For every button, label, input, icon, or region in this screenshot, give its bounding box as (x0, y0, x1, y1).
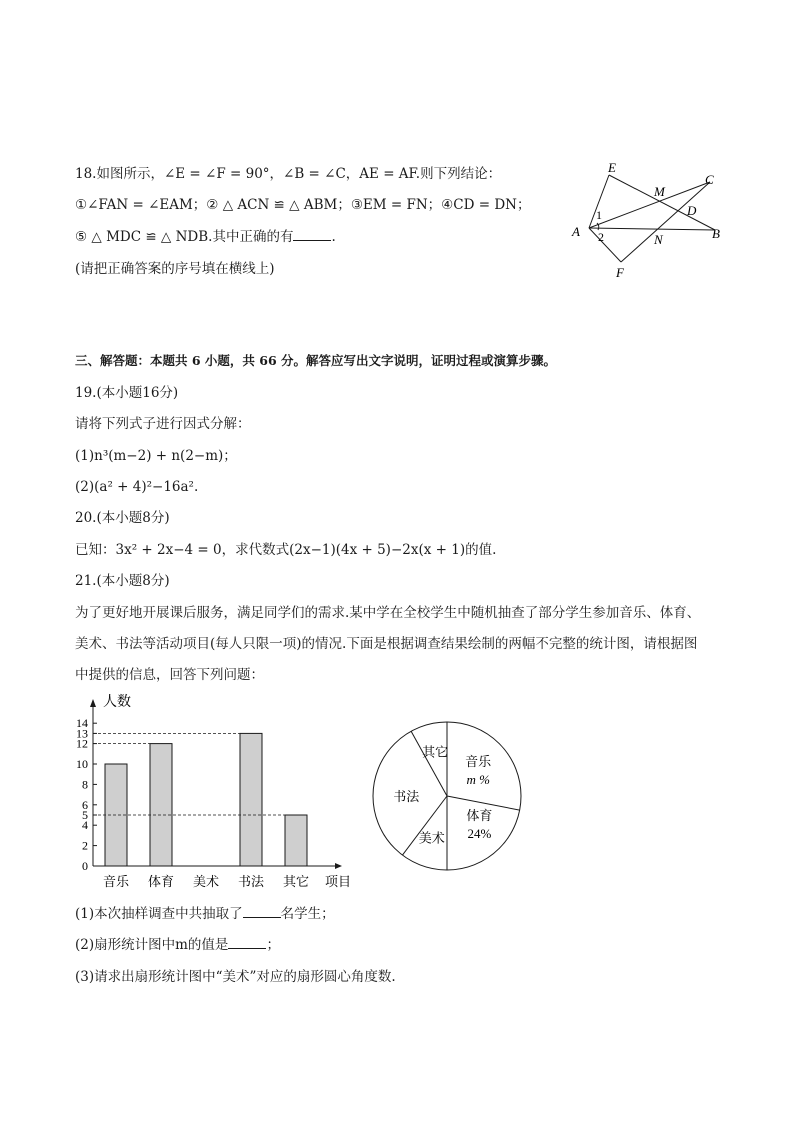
x-tick-label: 音乐 (102, 874, 130, 889)
q18-line3 (75, 228, 336, 246)
pie-slice-label: 其它 (422, 744, 449, 760)
q21-sub-1 (75, 905, 335, 923)
y-tick-label: 5 (82, 808, 88, 822)
section-3-header: 三、解答题：本题共 6 小题，共 66 分。解答应写出文字说明，证明过程或演算步骤。 (75, 353, 557, 368)
pie-slice-label: 书法 (393, 789, 420, 804)
y-tick-label: 10 (76, 757, 88, 771)
x-tick-label: 美术 (192, 874, 220, 889)
q18-line1: 18.如图所示，∠E = ∠F = 90°，∠B = ∠C，AE = AF.则下列结论： (75, 166, 502, 182)
q21-title: 21.(本小题8分) (75, 573, 170, 589)
label-M: M (654, 184, 665, 199)
q21-sub-3: (3)请求出扇形统计图中“美术”对应的扇形圆心角度数. (75, 969, 396, 985)
bar (285, 815, 307, 866)
q18-geometry-figure (565, 160, 735, 285)
y-tick-label: 4 (82, 818, 88, 833)
pie-chart (368, 718, 528, 878)
y-tick-label: 14 (76, 716, 88, 731)
y-tick-label: 13 (76, 726, 88, 741)
answer-blank-q21-2[interactable] (228, 936, 266, 949)
pie-slice-label: 体育 (466, 808, 493, 824)
x-tick-label: 书法 (237, 874, 265, 889)
q18-note: (请把正确答案的序号填在横线上) (75, 261, 275, 277)
label-angle-1: 1 (596, 208, 602, 222)
pie-slice-value: 24% (467, 826, 492, 842)
q21-sub-1-text: (1)本次抽样调查中共抽取了 (75, 906, 243, 922)
x-tick-label: 体育 (147, 874, 175, 889)
q19-item-1: (1)n³(m−2) + n(2−m)； (75, 448, 237, 464)
label-C: C (705, 172, 714, 187)
q21-sub-2 (75, 936, 280, 954)
label-N: N (654, 232, 663, 247)
q21-para-2: 美术、书法等活动项目(每人只限一项)的情况.下面是根据调查结果绘制的两幅不完整的统计图，请根据图 (75, 636, 698, 652)
y-tick-label: 8 (82, 777, 88, 792)
label-A: A (572, 224, 580, 239)
q21-para-1: 为了更好地开展课后服务，满足同学们的需求.某中学在全校学生中随机抽查了部分学生参加音乐、体育、 (75, 605, 701, 621)
label-angle-2: 2 (598, 230, 604, 244)
label-F: F (616, 265, 624, 280)
label-D: D (687, 203, 697, 218)
y-tick-label: 6 (82, 797, 88, 812)
q20-text: 已知：3x² + 2x−4 = 0，求代数式(2x−1)(4x + 5)−2x(x + 1)的值. (75, 542, 497, 558)
label-E: E (608, 160, 616, 175)
label-B: B (712, 226, 720, 241)
q20-title: 20.(本小题8分) (75, 510, 170, 526)
y-tick-label: 12 (76, 736, 88, 751)
bar (150, 744, 172, 866)
q19-item-2: (2)(a² + 4)²−16a². (75, 479, 199, 495)
q21-sub-2-end: ； (266, 937, 280, 953)
pie-slice-label: 美术 (418, 830, 445, 846)
bar-chart (60, 688, 365, 893)
y-tick-label: 2 (82, 838, 88, 853)
pie-slice-label: 音乐 (465, 753, 492, 769)
x-axis-arrow (335, 863, 342, 869)
pie-slice-boundary (411, 731, 447, 796)
answer-blank-q18[interactable] (293, 228, 331, 241)
pie-slice-value: m % (466, 771, 490, 787)
x-axis-label: 项目 (325, 874, 352, 889)
q18-line3-end: . (331, 229, 336, 245)
q21-sub-1-end: 名学生； (280, 906, 335, 922)
y-axis-arrow (90, 699, 96, 707)
x-tick-label: 其它 (282, 874, 310, 889)
q21-sub-2-text: (2)扇形统计图中m的值是 (75, 937, 229, 953)
q18-line3-text: ⑤ △ MDC ≌ △ NDB.其中正确的有 (75, 229, 294, 245)
y-tick-label: 0 (82, 859, 88, 873)
q21-para-3: 中提供的信息，回答下列问题： (75, 667, 264, 683)
pie-slice-boundary (402, 796, 447, 855)
y-axis-label: 人数 (103, 695, 131, 710)
bar (240, 733, 262, 866)
q19-prompt: 请将下列式子进行因式分解： (75, 416, 251, 432)
answer-blank-q21-1[interactable] (243, 905, 281, 918)
q18-line2: ①∠FAN = ∠EAM；② △ ACN ≌ △ ABM；③EM = FN；④CD = DN； (75, 197, 531, 213)
q19-title: 19.(本小题16分) (75, 385, 179, 401)
